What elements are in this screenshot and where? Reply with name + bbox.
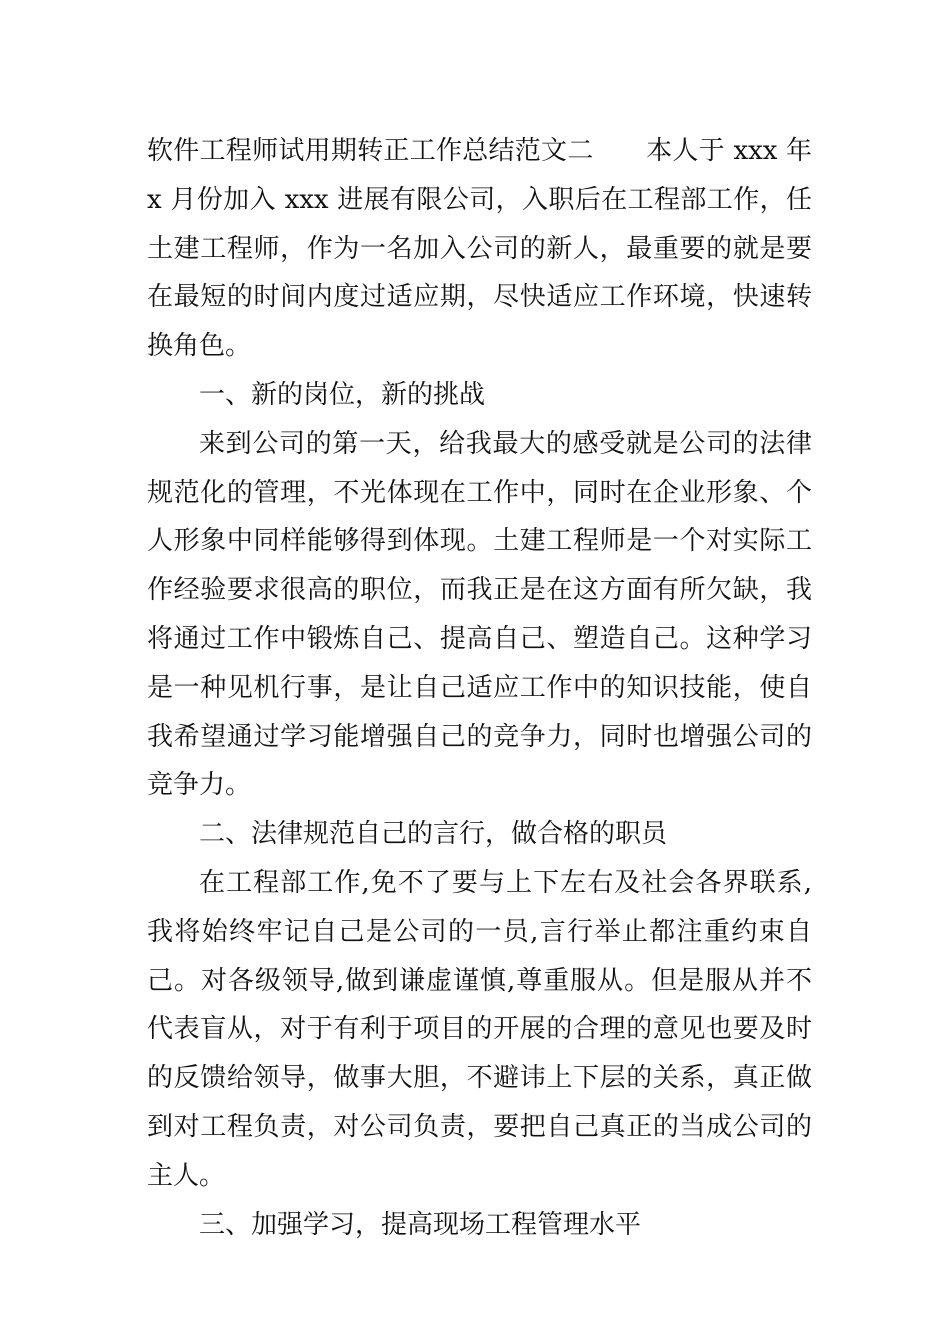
section-heading-2: 二、法律规范自己的言行，做合格的职员 — [199, 819, 668, 850]
section-heading-1: 一、新的岗位，新的挑战 — [199, 379, 486, 410]
section-paragraph-2: 在工程部工作,免不了要与上下左右及社会各界联系,我将始终牢记自己是公司的一员,言行举止都注重约束自己。对各级领导,做到谦虚谨慎,尊重服从。但是服从并不代表盲从，对于有利于项目的开展的合理的意见也要及时的反馈给领导，做事大胆，不避讳上下层的关系，真正做到对工程负责，对公司负责，要把自己真正的当成公司的主人。 — [147, 867, 812, 1191]
document-body — [147, 127, 812, 1249]
section-heading-3: 三、加强学习，提高现场工程管理水平 — [199, 1209, 642, 1240]
intro-paragraph: 软件工程师试用期转正工作总结范文二 本人于 xxx 年 x 月份加入 xxx 进展有限公司，入职后在工程部工作，任土建工程师，作为一名加入公司的新人，最重要的就是要在最短的时间内度过适应期，尽快适应工作环境，快速转换角色。 — [147, 136, 812, 362]
section-paragraph-1: 来到公司的第一天，给我最大的感受就是公司的法律规范化的管理，不光体现在工作中，同时在企业形象、个人形象中同样能够得到体现。土建工程师是一个对实际工作经验要求很高的职位，而我正是在这方面有所欠缺，我将通过工作中锻炼自己、提高自己、塑造自己。这种学习是一种见机行事，是让自己适应工作中的知识技能，使自我希望通过学习能增强自己的竞争力，同时也增强公司的竞争力。 — [147, 428, 812, 801]
